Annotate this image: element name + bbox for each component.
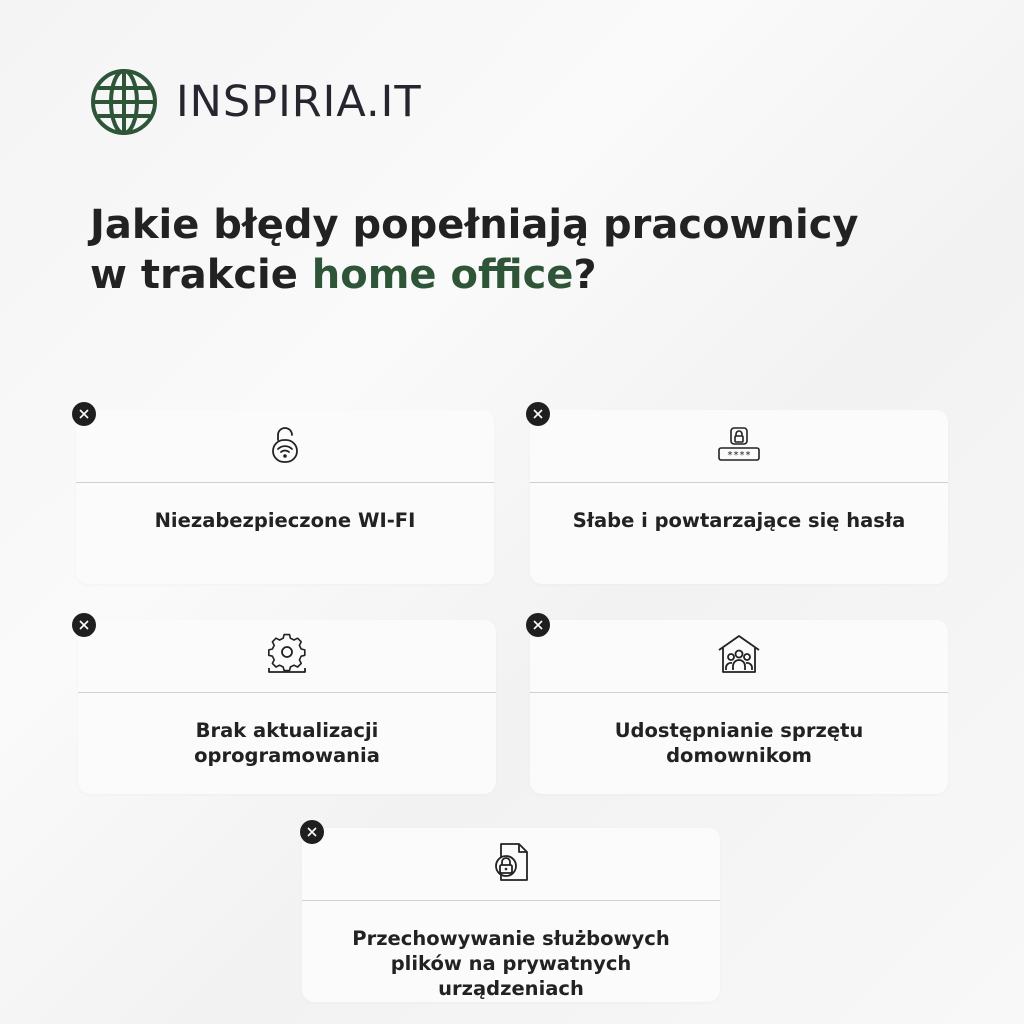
title-line-1: Jakie błędy popełniają pracownicy (90, 202, 859, 248)
brand-name: INSPIRIA.IT (176, 77, 422, 127)
card-wifi (76, 410, 494, 584)
x-mark-icon (300, 820, 324, 844)
x-mark-icon (72, 613, 96, 637)
wifi-lock-icon (263, 422, 307, 466)
x-mark-icon (526, 402, 550, 426)
svg-text:****: **** (726, 450, 752, 461)
page-title (90, 200, 970, 300)
x-mark-icon (72, 402, 96, 426)
card-updates (78, 620, 496, 794)
card-label: Brak aktualizacji oprogramowania (194, 719, 380, 767)
card-label: Niezabezpieczone WI-FI (154, 509, 416, 532)
card-label: Słabe i powtarzające się hasła (572, 509, 906, 532)
home-people-icon (717, 632, 761, 676)
card-label: Udostępnianie sprzętu domownikom (614, 719, 864, 767)
card-divider (530, 482, 948, 483)
globe-icon (90, 68, 158, 136)
card-divider (78, 692, 496, 693)
card-sharing (530, 620, 948, 794)
gear-update-icon (265, 632, 309, 676)
brand-logo (90, 68, 422, 136)
card-divider (76, 482, 494, 483)
title-line-2-prefix: w trakcie (90, 252, 312, 298)
file-lock-icon (489, 840, 533, 884)
password-icon (717, 422, 761, 466)
title-line-2-suffix: ? (573, 252, 597, 298)
card-divider (302, 900, 720, 901)
title-accent: home office (311, 252, 574, 298)
x-mark-icon (526, 613, 550, 637)
card-passwords (530, 410, 948, 584)
card-divider (530, 692, 948, 693)
card-label: Przechowywanie służbowych plików na prywatnych urządzeniach (352, 927, 670, 1000)
card-files (302, 828, 720, 1002)
